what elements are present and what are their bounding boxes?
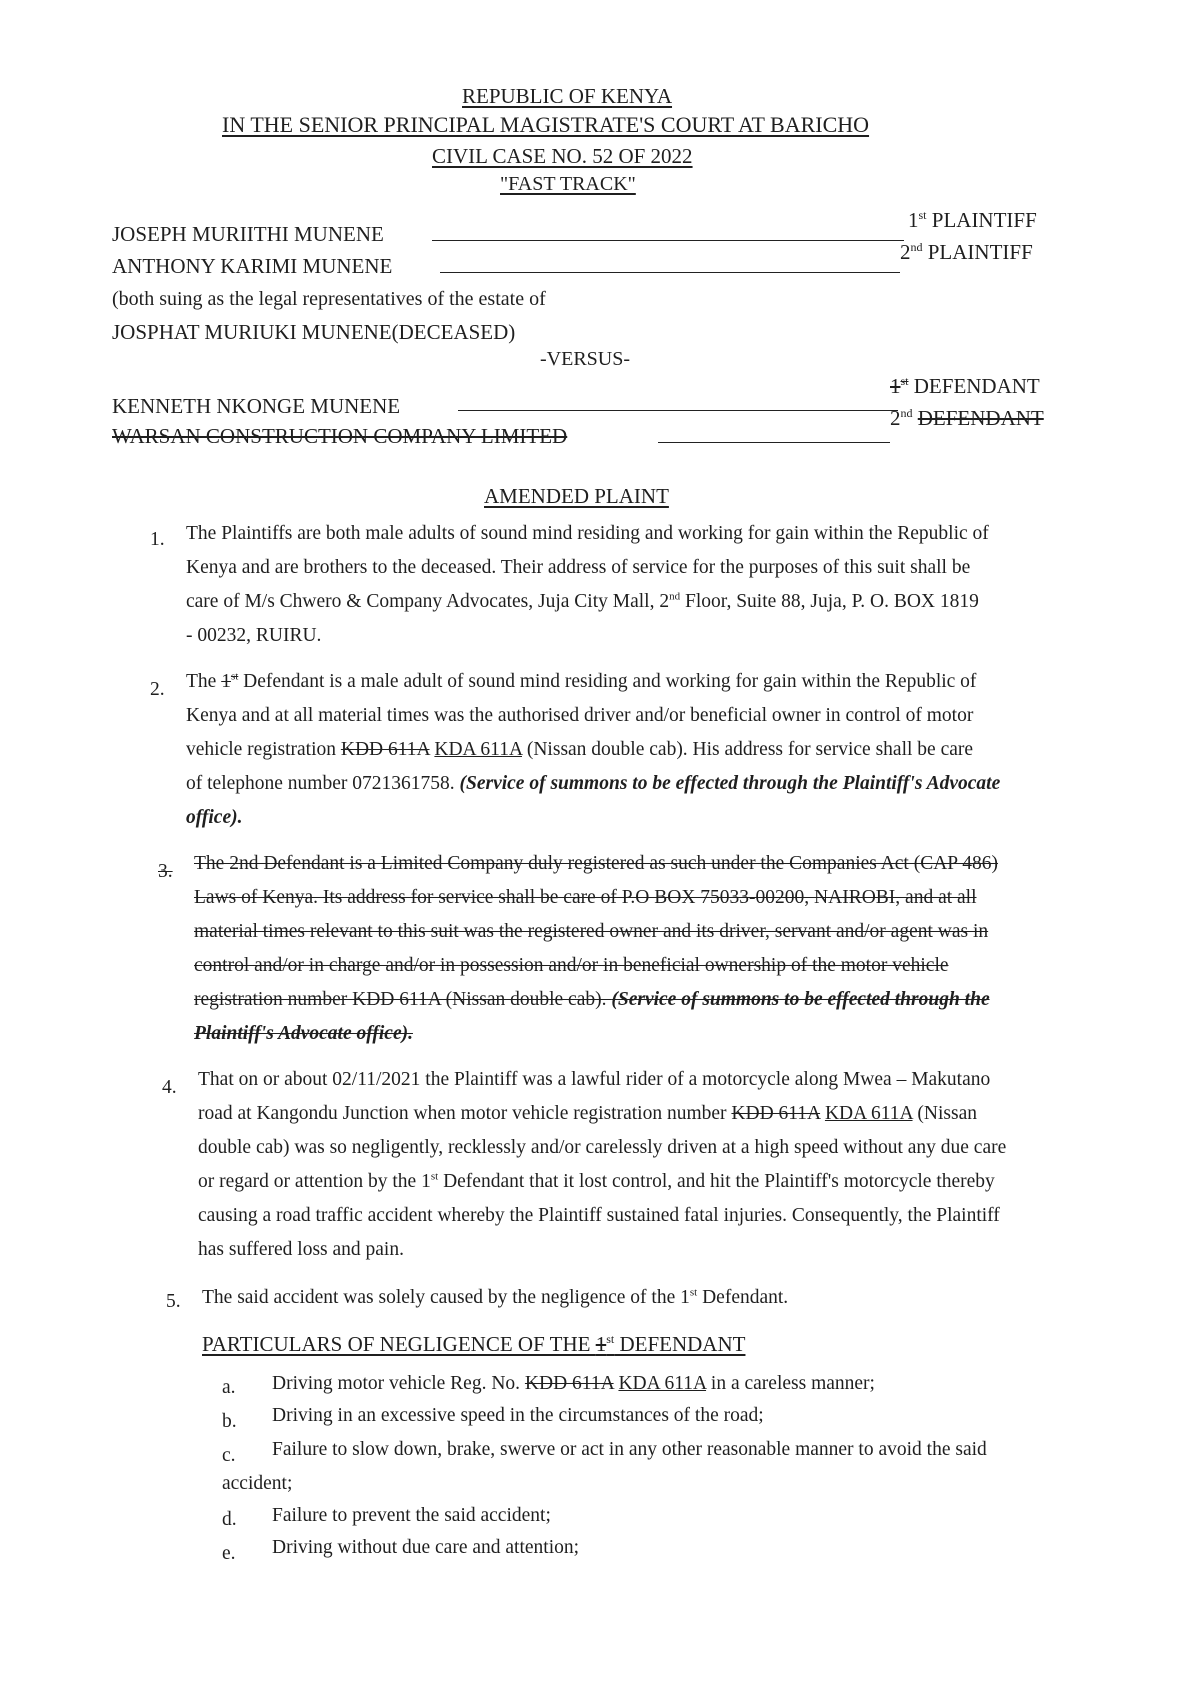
defendant-1-role: 1st DEFENDANT [890,374,1040,398]
particular-item-continuation: accident; [222,1473,293,1494]
particular-letter: b. [222,1411,237,1432]
paragraph-4-line: causing a road traffic accident whereby the Plaintiff sustained fatal injuries. Consequently, the Plaintiff [198,1205,1000,1226]
paragraph-1-line: - 00232, RUIRU. [186,625,322,646]
paragraph-3-line: registration number KDD 611A (Nissan double cab). (Service of summons to be effected through the [194,989,990,1010]
paragraph-1-number: 1. [150,529,165,550]
paragraph-4-line: or regard or attention by the 1st Defendant that it lost control, and hit the Plaintiff's motorcycle thereby [198,1170,995,1192]
representation-note-1: (both suing as the legal representatives of the estate of [112,288,546,310]
plaintiff-1-name: JOSEPH MURIITHI MUNENE [112,222,384,246]
paragraph-2-line: Kenya and at all material times was the authorised driver and/or beneficial owner in control of motor [186,705,974,726]
paragraph-5-line: The said accident was solely caused by the negligence of the 1st Defendant. [202,1286,789,1308]
paragraph-3-line: control and/or in charge and/or in possession and/or in beneficial ownership of the motor vehicle [194,955,949,976]
paragraph-3-line: Plaintiff's Advocate office). [194,1023,413,1044]
particular-letter: d. [222,1509,237,1530]
particular-item: Driving without due care and attention; [272,1537,580,1558]
defendant-1-rule [458,410,898,411]
paragraph-2-line: office). [186,807,243,828]
plaintiff-2-rule [440,272,900,273]
header-court: IN THE SENIOR PRINCIPAL MAGISTRATE'S COURT AT BARICHO [222,112,870,137]
document-title: AMENDED PLAINT [484,484,669,508]
particular-item: Failure to prevent the said accident; [272,1505,551,1526]
header-republic: REPUBLIC OF KENYA [462,84,673,108]
particular-item: Driving in an excessive speed in the circumstances of the road; [272,1405,764,1426]
paragraph-2-line: The 1st Defendant is a male adult of sound mind residing and working for gain within the Republic of [186,670,977,692]
plaintiff-1-role: 1st PLAINTIFF [908,208,1037,232]
paragraph-2-line: vehicle registration KDD 611A KDA 611A (Nissan double cab). His address for service shall be care [186,739,974,760]
particular-letter: c. [222,1445,236,1466]
paragraph-4-number: 4. [162,1077,177,1098]
plaintiff-2-role: 2nd PLAINTIFF [900,240,1033,264]
defendant-2-role: 2nd DEFENDANT [890,406,1044,430]
defendant-2-name: WARSAN CONSTRUCTION COMPANY LIMITED [112,424,568,448]
paragraph-4-line: has suffered loss and pain. [198,1239,404,1260]
particular-letter: a. [222,1377,236,1398]
paragraph-1-line: Kenya and are brothers to the deceased. Their address of service for the purposes of this suit shall be [186,557,971,578]
paragraph-2-number: 2. [150,679,165,700]
particular-item: Driving motor vehicle Reg. No. KDD 611A KDA 611A in a careless manner; [272,1373,875,1394]
header-fast-track: "FAST TRACK" [500,173,636,195]
paragraph-4-line: double cab) was so negligently, recklessly and/or carelessly driven at a high speed without any due care [198,1137,1007,1158]
header-case-number: CIVIL CASE NO. 52 OF 2022 [432,144,693,168]
paragraph-3-line: Laws of Kenya. Its address for service shall be care of P.O BOX 75033-00200, NAIROBI, and at all [194,887,977,908]
paragraph-3-line: The 2nd Defendant is a Limited Company duly registered as such under the Companies Act (CAP 486) [194,853,999,874]
paragraph-1-line: The Plaintiffs are both male adults of sound mind residing and working for gain within the Republic of [186,523,989,544]
particulars-heading: PARTICULARS OF NEGLIGENCE OF THE 1st DEFENDANT [202,1332,746,1356]
paragraph-3-line: material times relevant to this suit was the registered owner and its driver, servant and/or agent was in [194,921,989,942]
defendant-2-rule [658,442,890,443]
plaintiff-1-rule [432,240,904,241]
paragraph-2-line: of telephone number 0721361758. (Service of summons to be effected through the Plaintiff's Advocate [186,773,1001,794]
plaintiff-2-name: ANTHONY KARIMI MUNENE [112,254,393,278]
paragraph-4-line: That on or about 02/11/2021 the Plaintiff was a lawful rider of a motorcycle along Mwea – Makutano [198,1069,991,1090]
defendant-1-name: KENNETH NKONGE MUNENE [112,394,401,418]
paragraph-5-number: 5. [166,1291,181,1312]
paragraph-4-line: road at Kangondu Junction when motor vehicle registration number KDD 611A KDA 611A (Nissan [198,1103,977,1124]
paragraph-1-line: care of M/s Chwero & Company Advocates, Juja City Mall, 2nd Floor, Suite 88, Juja, P. O. BOX 1819 [186,590,979,612]
versus-label: -VERSUS- [540,348,631,370]
particular-item: Failure to slow down, brake, swerve or act in any other reasonable manner to avoid the said [272,1439,987,1460]
particular-letter: e. [222,1543,236,1564]
representation-note-2: JOSPHAT MURIUKI MUNENE(DECEASED) [112,320,516,344]
paragraph-3-number: 3. [158,861,173,882]
